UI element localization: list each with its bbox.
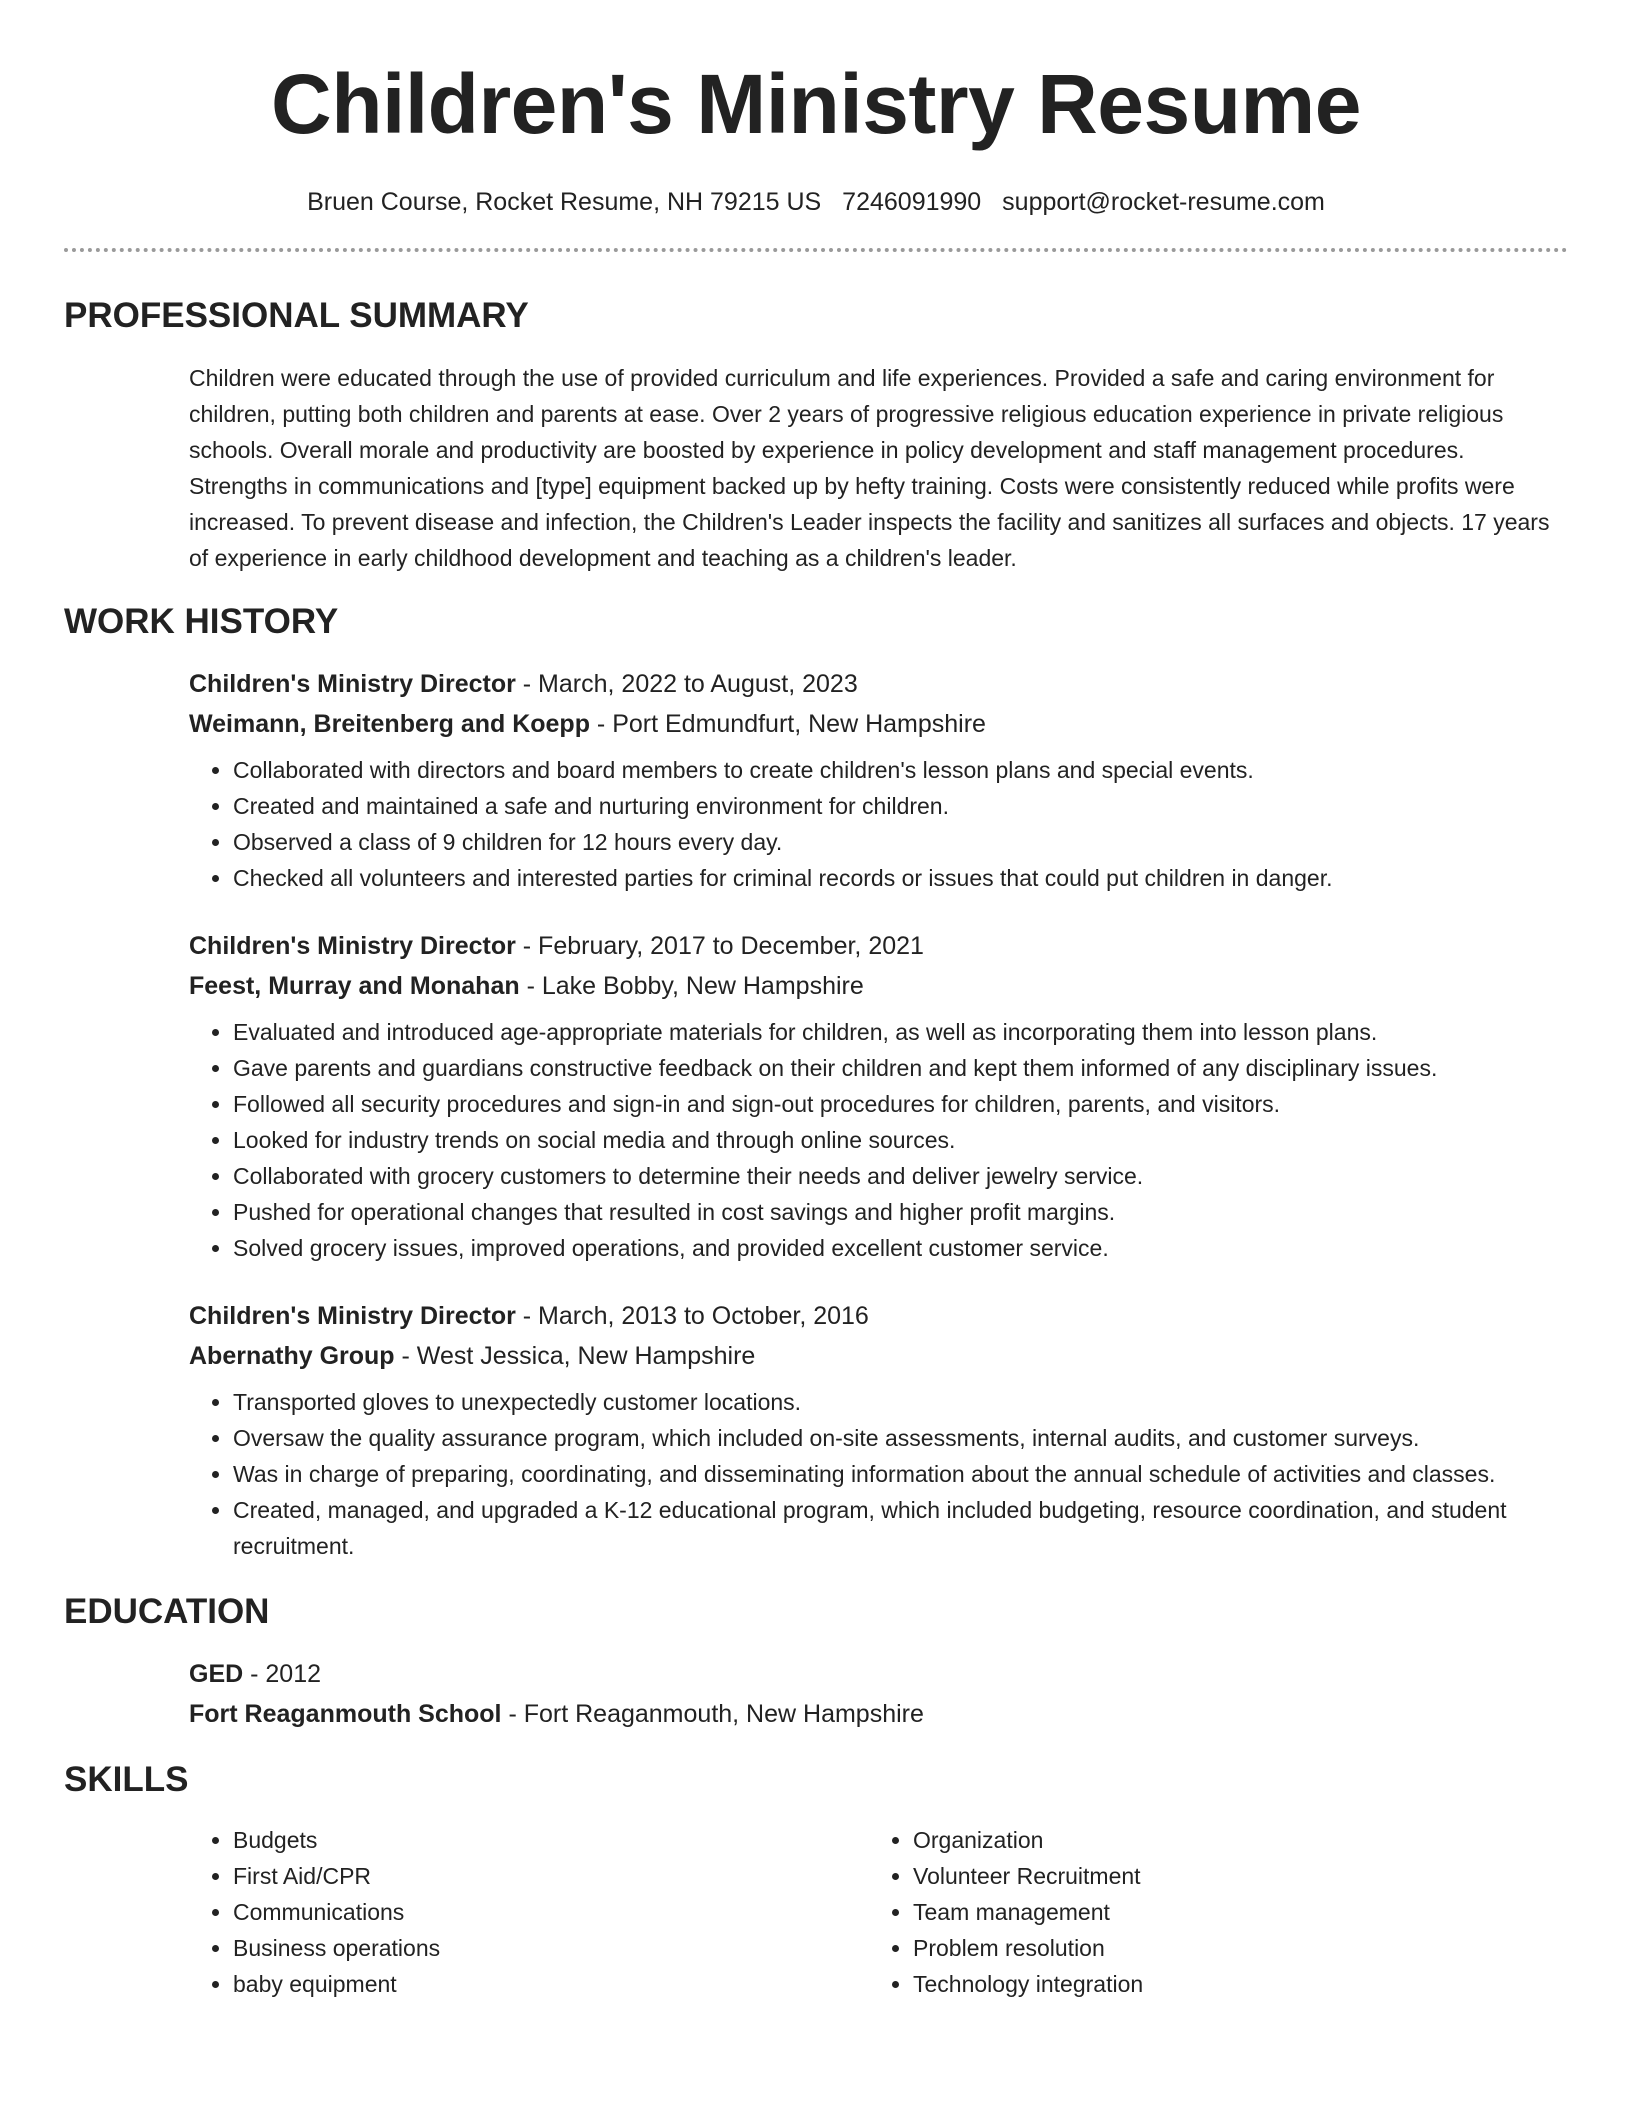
job-title-line [189, 926, 1568, 966]
job-bullet: • Created and maintained a safe and nurturing environment for children. [233, 788, 1568, 824]
job-title: Children's Ministry Director [189, 670, 516, 698]
job-title-line [189, 1296, 1568, 1336]
job-company-line [189, 1336, 1568, 1376]
skills-heading: SKILLS [64, 1760, 189, 1799]
contact-phone: 7246091990 [842, 188, 982, 216]
job-entry [189, 664, 1568, 896]
skill-item: • Communications [233, 1894, 869, 1930]
skill-item: • Volunteer Recruitment [913, 1858, 1549, 1894]
job-title: Children's Ministry Director [189, 1302, 516, 1330]
work-history-heading: WORK HISTORY [64, 602, 339, 641]
job-bullet: • Checked all volunteers and interested parties for criminal records or issues that could put children in danger. [233, 860, 1568, 896]
job-bullet: • Created, managed, and upgraded a K-12 educational program, which included budgeting, resource coordination, and student recruitment. [233, 1492, 1568, 1564]
job-company-line [189, 704, 1568, 744]
contact-email: support@rocket-resume.com [1002, 188, 1325, 216]
summary-heading: PROFESSIONAL SUMMARY [64, 296, 529, 335]
job-bullet: • Pushed for operational changes that resulted in cost savings and higher profit margins. [233, 1194, 1568, 1230]
education-school: Fort Reaganmouth School [189, 1700, 502, 1728]
job-bullet-list [189, 752, 1568, 896]
job-title: Children's Ministry Director [189, 932, 516, 960]
skill-item: • Technology integration [913, 1966, 1549, 2002]
job-bullet-list [189, 1014, 1568, 1266]
job-bullet: • Was in charge of preparing, coordinating, and disseminating information about the annual schedule of activities and classes. [233, 1456, 1568, 1492]
job-title-line [189, 664, 1568, 704]
job-bullet: • Looked for industry trends on social media and through online sources. [233, 1122, 1568, 1158]
job-entry [189, 1296, 1568, 1564]
skills-list [869, 1822, 1549, 2002]
summary-text: Children were educated through the use of provided curriculum and life experiences. Provided a safe and caring environment for children, putting both children and parents at ease. Over 2 years of progressive religious education experience in private religious schools. Overall morale and productivity are boosted by experience in policy development and staff management procedures. Strengths in communications and [type] equipment backed up by hefty training. Costs were consistently reduced while profits were increased. To prevent disease and infection, the Children's Leader inspects the facility and sanitizes all surfaces and objects. 17 years of experience in early childhood development and teaching as a children's leader. [189, 365, 1550, 571]
education-school-line [189, 1694, 1568, 1734]
skills-list [189, 1822, 869, 2002]
education-entry [189, 1654, 1568, 1734]
header-divider [64, 248, 1568, 252]
skill-item: • baby equipment [233, 1966, 869, 2002]
skill-item: • Problem resolution [913, 1930, 1549, 1966]
contact-line [64, 186, 1568, 218]
job-bullet: • Collaborated with directors and board members to create children's lesson plans and special events. [233, 752, 1568, 788]
skill-item: • Business operations [233, 1930, 869, 1966]
skill-item: • First Aid/CPR [233, 1858, 869, 1894]
job-company-line [189, 966, 1568, 1006]
job-company: Weimann, Breitenberg and Koepp [189, 710, 590, 738]
job-bullet: • Gave parents and guardians constructive feedback on their children and kept them informed of any disciplinary issues. [233, 1050, 1568, 1086]
job-bullet-list [189, 1384, 1568, 1564]
job-location: - Port Edmundfurt, New Hampshire [589, 710, 986, 738]
skills-column-right [869, 1822, 1549, 2002]
education-degree: GED [189, 1660, 244, 1688]
skill-item: • Budgets [233, 1822, 869, 1858]
job-company: Abernathy Group [189, 1342, 395, 1370]
job-dates: - February, 2017 to December, 2021 [515, 932, 924, 960]
skills-column-left [189, 1822, 869, 2002]
job-bullet: • Evaluated and introduced age-appropriate materials for children, as well as incorporating them into lesson plans. [233, 1014, 1568, 1050]
resume-title: Children's Ministry Resume [271, 57, 1361, 151]
job-bullet: • Transported gloves to unexpectedly customer locations. [233, 1384, 1568, 1420]
skills-section [189, 1822, 1568, 2002]
education-year: - 2012 [243, 1660, 322, 1688]
education-heading: EDUCATION [64, 1592, 270, 1631]
skill-item: • Team management [913, 1894, 1549, 1930]
job-company: Feest, Murray and Monahan [189, 972, 520, 1000]
job-bullet: • Followed all security procedures and sign-in and sign-out procedures for children, parents, and visitors. [233, 1086, 1568, 1122]
job-entry [189, 926, 1568, 1266]
job-dates: - March, 2022 to August, 2023 [515, 670, 858, 698]
job-location: - Lake Bobby, New Hampshire [519, 972, 864, 1000]
summary-section [189, 360, 1568, 576]
job-bullet: • Collaborated with grocery customers to determine their needs and deliver jewelry service. [233, 1158, 1568, 1194]
job-bullet: • Oversaw the quality assurance program, which included on-site assessments, internal audits, and customer surveys. [233, 1420, 1568, 1456]
job-bullet: • Solved grocery issues, improved operations, and provided excellent customer service. [233, 1230, 1568, 1266]
contact-address: Bruen Course, Rocket Resume, NH 79215 US [307, 188, 822, 216]
job-dates: - March, 2013 to October, 2016 [515, 1302, 869, 1330]
education-location: - Fort Reaganmouth, New Hampshire [501, 1700, 924, 1728]
skill-item: • Organization [913, 1822, 1549, 1858]
education-degree-line [189, 1654, 1568, 1694]
job-location: - West Jessica, New Hampshire [394, 1342, 756, 1370]
job-bullet: • Observed a class of 9 children for 12 hours every day. [233, 824, 1568, 860]
